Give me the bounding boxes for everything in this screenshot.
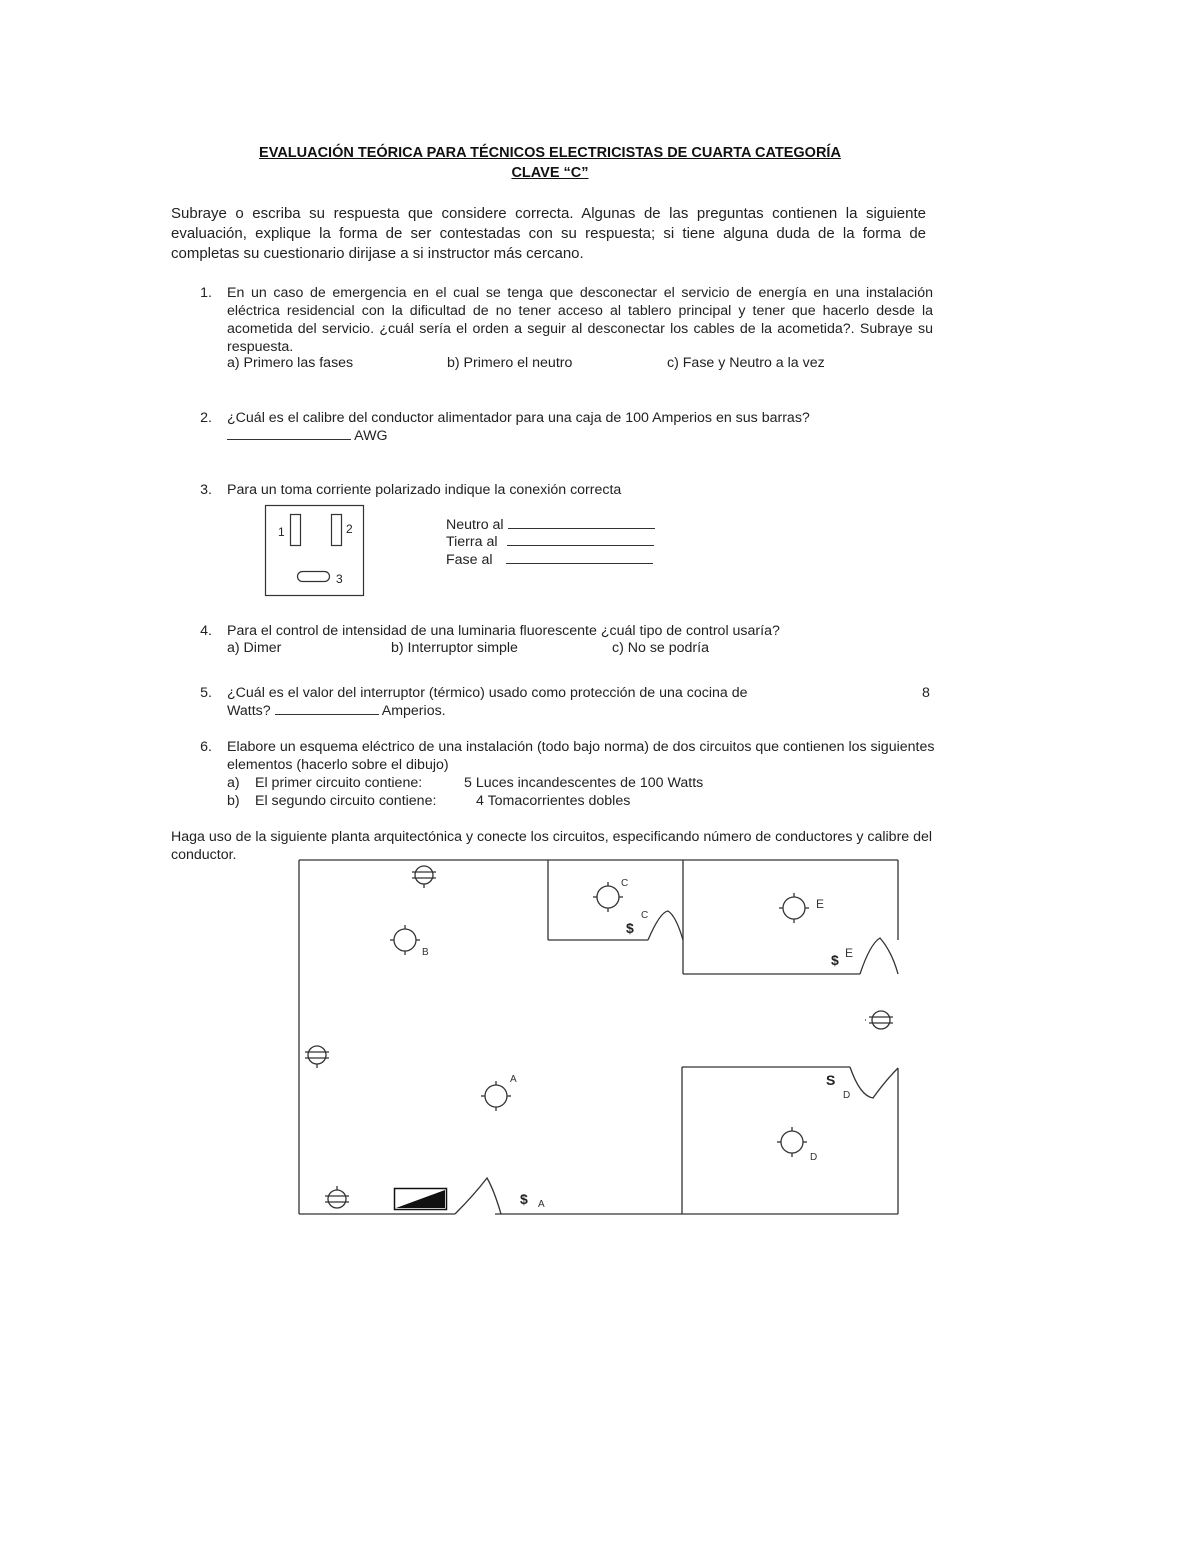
- light-fixture-icon: [777, 1127, 807, 1157]
- plan-walls: [299, 860, 898, 1214]
- light-label-a: A: [510, 1074, 517, 1085]
- instructions-paragraph: Subraye o escriba su respuesta que considere correcta. Algunas de las preguntas contienen la siguiente evaluación, explique la forma de ser contestadas con su respuesta; si tiene alguna duda de la forma de completas su cuestionario dirijase a si instructor más cercano.: [171, 205, 926, 262]
- switch-icon-d: S: [826, 1072, 836, 1088]
- light-label-c: C: [621, 878, 629, 889]
- item-b-value: 4 Tomacorrientes dobles: [476, 793, 631, 809]
- answer-unit: AWG: [354, 428, 388, 444]
- plan-instructions: Haga uso de la siguiente planta arquitectónica y conecte los circuitos, especificando número de conductores y calibre del conductor.: [171, 829, 933, 863]
- outlet-label-2: 2: [346, 522, 353, 536]
- question-number: 1.: [200, 285, 212, 301]
- receptacle-icon: [412, 866, 436, 888]
- panel-board-icon: [395, 1189, 447, 1210]
- option-b[interactable]: b) Primero el neutro: [447, 355, 573, 371]
- receptacle-icon: [865, 1011, 893, 1029]
- question-text: Para un toma corriente polarizado indique la conexión correcta: [227, 482, 622, 498]
- question-number: 3.: [200, 482, 212, 498]
- question-number: 2.: [200, 410, 212, 426]
- field-label: Neutro al: [446, 517, 504, 533]
- door-swing-d: [850, 1067, 898, 1098]
- light-label-e: E: [816, 897, 825, 911]
- item-b-text: El segundo circuito contiene:: [255, 793, 437, 809]
- question-text: Elabore un esquema eléctrico de una instalación (todo bajo norma) de dos circuitos que contienen los siguientes elementos (hacerlo sobre el dibujo): [227, 739, 935, 773]
- option-c[interactable]: c) Fase y Neutro a la vez: [667, 355, 825, 371]
- door-swing-c: [648, 911, 683, 940]
- question-text: En un caso de emergencia en el cual se tenga que desconectar el servicio de energía en una instalación eléctrica residencial con la dificultad de no tener acceso al tablero principal y tener que hacerlo desde la acometida del servicio. ¿cuál sería el orden a seguir al desconectar los cables de la acometida?. Subraye su respuesta.: [227, 285, 933, 355]
- switch-icon-e: $: [831, 952, 839, 968]
- switch-label-c: C: [641, 910, 649, 921]
- switch-label-e: E: [845, 946, 854, 960]
- light-fixture-icon: [481, 1081, 511, 1111]
- outlet-label-3: 3: [336, 572, 343, 586]
- item-a-value: 5 Luces incandescentes de 100 Watts: [464, 775, 704, 791]
- question-text: Para el control de intensidad de una luminaria fluorescente ¿cuál tipo de control usaría?: [227, 623, 780, 639]
- question-number: 4.: [200, 623, 212, 639]
- item-b-label: b): [227, 793, 240, 809]
- item-a-label: a): [227, 775, 240, 791]
- page-title: EVALUACIÓN TEÓRICA PARA TÉCNICOS ELECTRICISTAS DE CUARTA CATEGORÍA: [259, 145, 841, 161]
- field-label: Fase al: [446, 552, 493, 568]
- question-value: 8: [922, 685, 930, 701]
- light-label-d: D: [810, 1152, 818, 1163]
- light-fixture-icon: [593, 882, 623, 912]
- door-swing-e: [860, 938, 898, 974]
- light-label-b: B: [422, 947, 429, 958]
- switch-icon-c: $: [626, 920, 634, 936]
- switch-label-a: A: [538, 1199, 545, 1210]
- option-b[interactable]: b) Interruptor simple: [391, 640, 518, 656]
- light-fixture-icon: [390, 925, 420, 955]
- option-c[interactable]: c) No se podría: [612, 640, 709, 656]
- option-a[interactable]: a) Primero las fases: [227, 355, 354, 371]
- answer-unit: Amperios.: [381, 703, 446, 719]
- switch-label-d: D: [843, 1090, 851, 1101]
- item-a-text: El primer circuito contiene:: [255, 775, 423, 791]
- receptacle-icon: [305, 1046, 329, 1068]
- question-number: 6.: [200, 739, 212, 755]
- page-subtitle-clave: CLAVE “C”: [511, 165, 589, 181]
- outlet-label-1: 1: [278, 525, 285, 539]
- door-swing-main: [455, 1178, 501, 1214]
- receptacle-icon: [325, 1186, 349, 1208]
- question-text: ¿Cuál es el calibre del conductor alimentador para una caja de 100 Amperios en sus barras?: [227, 410, 810, 426]
- option-a[interactable]: a) Dimer: [227, 640, 282, 656]
- question-number: 5.: [200, 685, 212, 701]
- switch-icon-a: $: [520, 1191, 528, 1207]
- light-fixture-icon: [779, 893, 809, 923]
- question-text: ¿Cuál es el valor del interruptor (térmico) usado como protección de una cocina de: [227, 685, 748, 701]
- answer-prefix: Watts?: [227, 703, 271, 719]
- field-label: Tierra al: [446, 534, 498, 550]
